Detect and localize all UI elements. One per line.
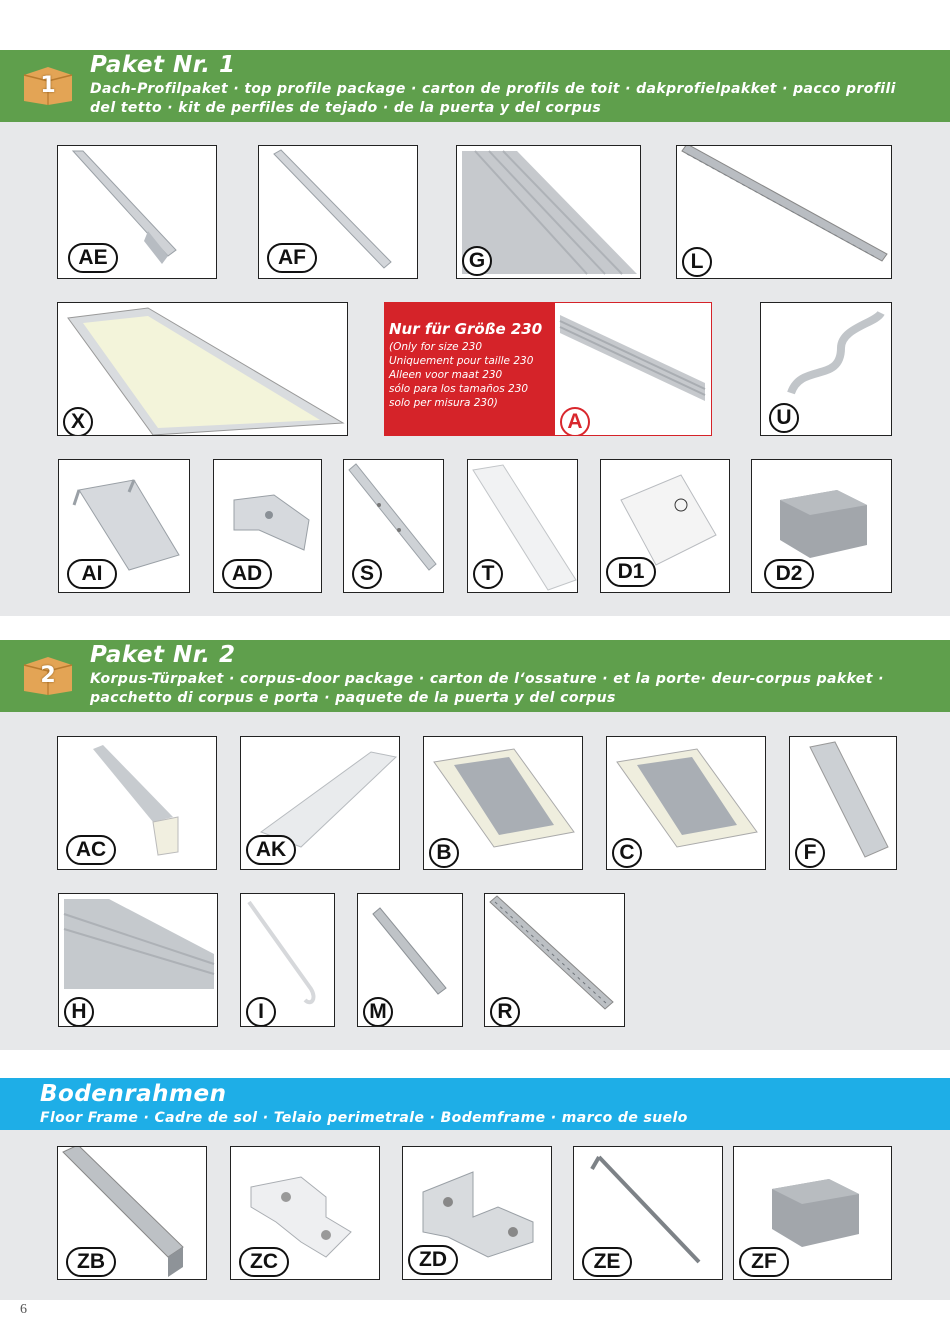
window-frame-image [58,303,348,436]
part-label: ZC [239,1247,289,1277]
part-tile-ac [57,736,217,870]
part-tile-t [467,459,578,593]
part-tile-h [58,893,218,1027]
package-1-header [0,50,950,122]
part-tile-zf [733,1146,892,1280]
part-tile-ai [58,459,190,593]
part-label: R [490,997,520,1027]
part-label: AC [66,835,116,865]
size-note-line: Uniquement pour taille 230 [389,355,534,367]
part-tile-d2 [751,459,892,593]
part-label: D2 [764,559,814,589]
part-label: C [612,838,642,868]
part-label: M [363,997,393,1027]
part-tile-u [760,302,892,436]
package-subtitle-line2: del tetto · kit de perfiles de tejado · de la puerta y del corpus [90,100,602,116]
part-label: U [769,403,799,433]
part-label: ZB [66,1247,116,1277]
part-label: A [560,407,590,436]
part-tile-x [57,302,348,436]
part-tile-b [423,736,583,870]
part-tile-zb [57,1146,207,1280]
part-tile-ae [57,145,217,279]
size-note-box [384,302,554,436]
part-label: H [64,997,94,1027]
package-number: 1 [40,73,56,98]
part-tile-c [606,736,766,870]
part-label: AI [67,559,117,589]
part-label: G [462,246,492,276]
part-label: ZD [408,1245,458,1275]
floor-frame-subtitle: Floor Frame · Cadre de sol · Telaio perimetrale · Bodemframe · marco de suelo [40,1110,688,1126]
part-label: B [429,838,459,868]
part-label: D1 [606,557,656,587]
size-note-line: (Only for size 230 [389,341,482,353]
part-tile-r [484,893,625,1027]
part-label: T [473,559,503,589]
part-tile-ad [213,459,322,593]
part-label: AF [267,243,317,273]
package-subtitle-line1: Dach-Profilpaket · top profile package · carton de profils de toit · dakprofielpakket · pacco profili [90,81,896,97]
part-tile-ze [573,1146,723,1280]
package-subtitle-line2: pacchetto di corpus e porta · paquete de la puerta y del corpus [90,690,616,706]
part-label: ZE [582,1247,632,1277]
package-title: Paket Nr. 2 [90,642,236,668]
package-number: 2 [40,663,56,688]
package-subtitle-line1: Korpus-Türpaket · corpus-door package · carton de l‘ossature · et la porte· deur-corpus pakket · [90,671,884,687]
part-tile-l [676,145,892,279]
package-title: Paket Nr. 1 [90,52,236,78]
part-tile-a [554,302,712,436]
part-label: S [352,559,382,589]
part-tile-g [456,145,641,279]
size-note-line: solo per misura 230) [389,397,498,409]
part-label: X [63,407,93,436]
part-tile-af [258,145,418,279]
size-note-line: Alleen voor maat 230 [389,369,503,381]
floor-frame-title: Bodenrahmen [40,1081,227,1107]
part-tile-ak [240,736,400,870]
part-tile-zd [402,1146,552,1280]
part-label: I [246,997,276,1027]
part-label: L [682,247,712,277]
carton-box-icon [22,655,74,695]
part-tile-i [240,893,335,1027]
page-number: 6 [20,1302,27,1317]
package-2-header [0,640,950,712]
size-note-line: sólo para los tamaños 230 [389,383,529,395]
part-label: F [795,838,825,868]
part-tile-f [789,736,897,870]
part-label: AK [246,835,296,865]
part-tile-s [343,459,444,593]
part-tile-zc [230,1146,380,1280]
part-tile-m [357,893,463,1027]
floor-frame-header [0,1078,950,1130]
part-label: AE [68,243,118,273]
part-tile-d1 [600,459,730,593]
part-label: AD [222,559,272,589]
carton-box-icon [22,65,74,105]
part-label: ZF [739,1247,789,1277]
size-note-title: Nur für Größe 230 [389,320,543,338]
